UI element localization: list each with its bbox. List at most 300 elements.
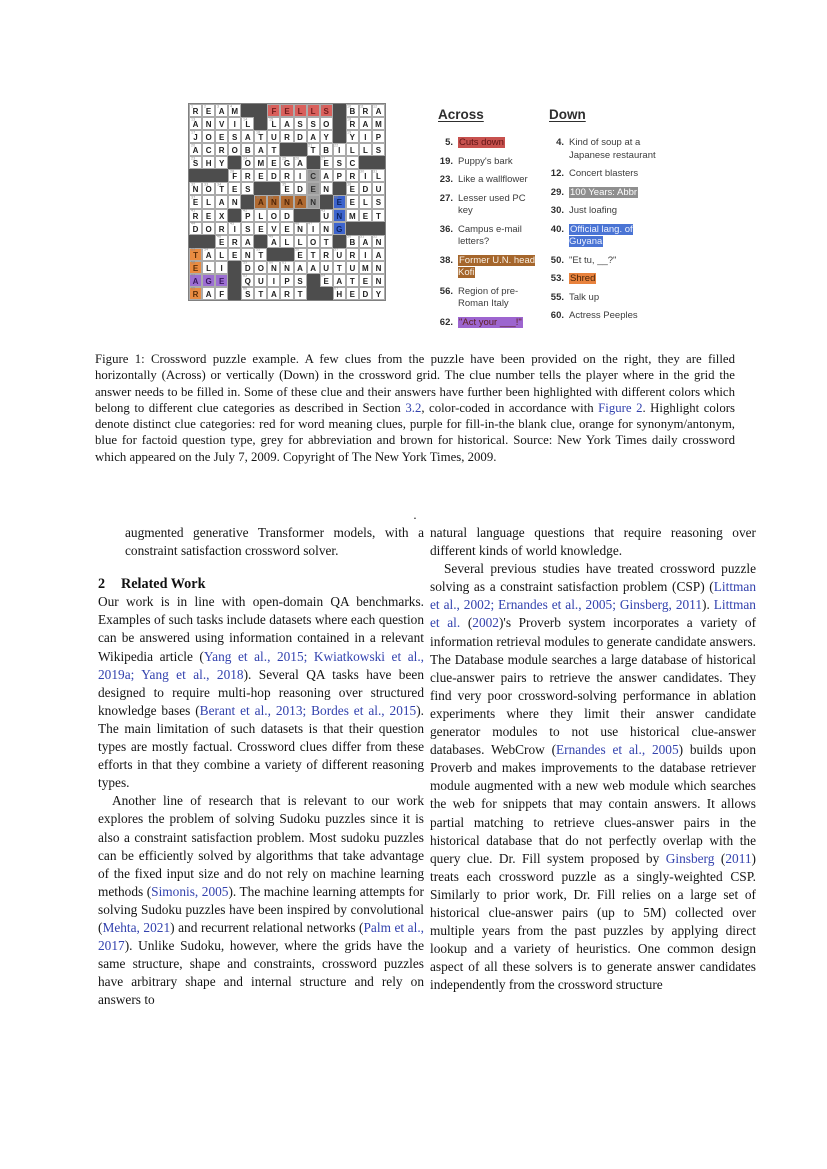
grid-cell-number: 56 [295,248,300,252]
grid-cell [202,248,215,261]
grid-letter: A [323,172,330,182]
grid-cell [346,248,359,261]
grid-letter: T [349,276,355,286]
grid-cell [372,209,385,222]
grid-black-cell [320,195,333,208]
grid-letter: O [270,211,278,221]
text-run: Another line of research that is relevant to our work explores the problem of solving Sudoku puzzles since it is also a constraint satisfaction problem. Most sudoku puzzles can be efficiently solved by algorithms that take advantage of the fixed input size and do not rely on machine learning methods ( [98,793,424,899]
clue-item [547,224,663,249]
grid-cell-number: 47 [308,222,313,226]
grid-cell [228,117,241,130]
grid-cell-number: 15 [268,117,274,122]
grid-cell [294,169,307,182]
grid-cell [333,156,346,169]
grid-letter: E [349,289,355,299]
grid-letter: A [205,289,212,299]
grid-cell-number: 2 [203,104,206,109]
grid-letter: I [233,224,236,234]
grid-cell-number: 32 [190,182,195,187]
grid-cell [215,261,228,274]
grid-cell [241,117,254,130]
grid-cell [359,195,372,208]
grid-black-cell [320,287,333,300]
clue-number: 38. [439,254,453,266]
grid-cell-number: 24 [242,156,247,161]
grid-cell-number: 61 [281,261,287,266]
grid-cell-number: 38 [255,195,260,200]
grid-cell [294,248,307,261]
text-run: ) treats each crossword puzzle as a singly-weighted CSP. Similarly to prior work, Dr. Fill relies on a large set of historical clue-answer pairs (up to 5M) collected over multiple years from the past puzzles by applying direct lookup and a variety of heuristics. One common design aspect of all these solvers is to generate answer candidates independently from the crossword structure [430,850,756,993]
grid-cell [280,235,293,248]
grid-cell [294,195,307,208]
citation-link[interactable]: Palm et al., 2017 [98,919,424,954]
grid-cell [189,209,202,222]
grid-cell [215,235,228,248]
grid-black-cell [254,117,267,130]
grid-cell [189,104,202,117]
grid-cell [267,130,280,143]
grid-cell [189,143,202,156]
grid-black-cell [241,104,254,117]
grid-cell [333,195,346,208]
grid-cell [228,248,241,261]
section-heading [98,575,424,593]
grid-letter: F [219,289,225,299]
grid-cell [333,248,346,261]
grid-letter: S [323,107,329,117]
clue-text: Just loafing [569,205,618,216]
grid-letter: A [336,276,343,286]
grid-letter: U [336,250,343,260]
grid-cell-number: 27 [321,156,326,161]
grid-letter: N [336,211,343,221]
grid-cell-number: 26 [295,156,300,161]
grid-cell [189,117,202,130]
text-run: ). The main limitation of such datasets is that their question types are mostly factual. Crossword clues differ from these efforts in that they combine a variety of different reasoning types. [98,702,424,791]
grid-letter: L [376,172,381,182]
grid-black-cell [294,143,307,156]
grid-letter: S [245,289,251,299]
grid-cell [320,248,333,261]
grid-cell-number: 46 [295,222,300,226]
grid-letter: T [271,146,277,156]
grid-letter: A [310,133,317,143]
grid-letter: L [362,198,368,208]
citation-link[interactable]: 2011 [725,850,752,866]
grid-cell [228,143,241,156]
grid-letter: B [323,146,330,156]
grid-letter: L [219,250,225,260]
grid-cell [359,287,372,300]
grid-cell [346,104,359,117]
grid-cell-number: 34 [216,182,221,187]
grid-cell [254,130,267,143]
text-run: ). [702,597,714,613]
clue-text: Kind of soup at a Japanese restaurant [569,137,656,161]
grid-cell-number: 1 [190,104,193,109]
grid-cell [215,209,228,222]
grid-cell-number: 57 [334,248,339,252]
grid-letter: N [323,224,330,234]
citation-link[interactable]: 2002 [472,615,499,631]
grid-letter: A [218,107,225,117]
grid-letter: P [336,172,342,182]
grid-cell [202,143,215,156]
grid-cell-number: 12 [373,104,378,109]
clue-number: 5. [445,137,453,148]
grid-letter: J [193,133,198,143]
grid-cell [189,222,202,235]
grid-cell [346,169,359,182]
grid-letter: D [362,185,369,195]
grid-cell [333,169,346,182]
grid-letter: A [375,107,382,117]
grid-letter: N [271,198,277,208]
grid-letter: L [271,120,277,130]
grid-cell [228,235,241,248]
grid-black-cell [267,182,280,195]
grid-cell [241,287,254,300]
clue-text [458,255,542,280]
grid-letter: R [244,172,251,182]
text-run: ) and recurrent relational networks ( [170,919,364,935]
grid-letter: S [245,224,251,234]
grid-cell [241,130,254,143]
grid-cell-number: 36 [347,182,352,187]
grid-letter: X [218,211,225,221]
grid-cell-number: 49 [268,235,274,239]
grid-letter: I [364,250,367,260]
grid-cell [228,182,241,195]
text-run: Figure 1: Crossword puzzle example. A few clues from the puzzle have been provided on the right, they are filled horizontally (Across) or vertically (Down) in the crossword grid. The clue number tells the player where in the grid the answer needs to be filled in. Some of these clue and their answers have further been highlighted with different colors which belong to different clue categories as described in Section [95,352,735,415]
grid-cell-number: 3 [216,104,219,109]
grid-cell-number: 29 [308,169,313,174]
clue-text: Campus e-mail letters? [458,223,522,247]
grid-cell [294,222,307,235]
grid-cell [267,235,280,248]
grid-letter: O [244,159,251,169]
grid-black-cell [346,222,359,235]
citation-link[interactable]: 3.2 [405,400,422,415]
clue-text [458,317,542,330]
down-header: Down [549,107,586,122]
grid-cell [320,143,333,156]
grid-letter: P [245,211,251,221]
clue-number: 29. [550,186,564,198]
grid-letter: A [284,120,290,130]
clue-text: "Et tu, __?" [569,254,617,266]
clue-number: 12. [550,168,564,179]
grid-cell [359,130,372,143]
grid-letter: N [244,250,251,260]
grid-cell [189,130,202,143]
grid-cell-number: 5 [268,104,271,109]
grid-cell [320,104,333,117]
grid-letter: N [297,224,303,234]
clue-number: 53. [550,273,564,284]
grid-letter: A [297,263,303,273]
grid-cell [294,156,307,169]
grid-letter: E [323,276,329,286]
grid-cell-number: 58 [190,261,195,266]
grid-cell [189,195,202,208]
citation-link[interactable]: Ernandes et al., 2005 [556,742,679,758]
grid-letter: R [284,289,290,299]
grid-letter: C [205,146,212,156]
grid-black-cell [280,143,293,156]
grid-cell [359,143,372,156]
grid-cell-number: 60 [268,261,274,266]
clue-item [436,193,544,218]
grid-black-cell [359,222,372,235]
grid-cell [228,169,241,182]
grid-black-cell [307,156,320,169]
grid-cell [372,235,385,248]
grid-letter: D [271,172,277,182]
grid-cell-number: 14 [242,117,247,122]
citation-link[interactable]: Mehta, 2021 [102,919,171,935]
grid-letter: E [323,159,329,169]
grid-cell [215,287,228,300]
grid-letter: B [349,107,356,117]
paragraph-fragment: natural language questions that require reasoning over different kinds of world knowledge. [430,525,756,559]
grid-letter: L [297,237,303,247]
grid-cell [267,104,280,117]
grid-cell [307,104,320,117]
grid-cell [241,261,254,274]
across-clues [436,107,544,335]
grid-cell-number: 64 [321,274,326,279]
highlighted-clue-text: Shred [570,273,596,284]
body-left-column [98,524,424,1009]
grid-cell [320,209,333,222]
grid-letter: R [349,250,356,260]
grid-cell [254,169,267,182]
grid-black-cell [254,104,267,117]
grid-cell [372,261,385,274]
grid-cell-number: 20 [190,143,195,148]
grid-cell [228,130,241,143]
grid-cell [215,143,228,156]
grid-cell [228,195,241,208]
clue-item [547,273,663,286]
grid-letter: I [364,172,367,182]
grid-cell [215,117,228,130]
grid-cell-number: 19 [347,130,352,135]
grid-cell [254,156,267,169]
grid-cell [320,156,333,169]
citation-link[interactable]: Berant et al., 2013; Bordes et al., 2015 [199,702,417,718]
grid-black-cell [359,156,372,169]
grid-letter: N [231,198,238,208]
grid-cell [359,182,372,195]
grid-cell [280,195,293,208]
text-run: ). Unlike Sudoku, however, where the grids have the same structure, shape and constraints, crossword puzzles have arbitrary shape and internal structure and rely on answers to [98,938,424,1008]
grid-cell-number: 40 [334,195,339,200]
grid-cell-number: 33 [203,182,208,187]
paragraph [98,593,424,792]
grid-cell-number: 67 [334,287,339,292]
clue-text: Concert blasters [569,168,639,179]
grid-cell [307,261,320,274]
grid-cell [359,117,372,130]
citation-link[interactable]: Yang et al., 2015; Kwiatkowski et al., 2019a; Yang et al., 2018 [98,648,424,682]
citation-link[interactable]: Ginsberg [665,850,715,866]
down-clue-list [547,137,663,323]
grid-cell [267,209,280,222]
grid-cell [320,182,333,195]
grid-letter: M [375,120,382,130]
text-run: ). Several QA tasks have been designed to require multi-hop reasoning over structured knowledge bases ( [98,666,424,718]
grid-cell-number: 43 [321,209,326,213]
section-number: 2 [98,576,106,593]
grid-cell [215,274,228,287]
grid-cell-number: 22 [334,143,339,148]
grid-cell [241,156,254,169]
grid-letter: O [205,133,212,143]
grid-letter: Y [375,289,382,299]
grid-letter: O [231,146,238,156]
grid-letter: O [323,120,330,130]
grid-letter: Y [349,133,355,143]
grid-letter: S [192,159,199,169]
grid-cell [294,182,307,195]
grid-cell [280,209,293,222]
grid-cell [254,222,267,235]
grid-letter: D [297,185,303,195]
grid-black-cell [228,274,241,287]
grid-letter: U [257,276,264,286]
grid-cell [280,130,293,143]
clue-number: 62. [439,316,453,328]
grid-letter: E [232,250,238,260]
grid-letter: R [349,120,356,130]
clue-item [436,174,544,187]
grid-letter: A [257,146,264,156]
grid-letter: L [258,211,264,221]
grid-letter: P [375,133,382,143]
grid-letter: H [336,289,343,299]
grid-letter: R [231,237,238,247]
grid-cell [346,143,359,156]
grid-cell [333,209,346,222]
grid-letter: M [362,263,369,273]
grid-letter: R [218,146,225,156]
grid-letter: S [297,276,303,286]
grid-cell [346,209,359,222]
clue-text: Puppy's bark [458,155,513,167]
grid-cell [241,209,254,222]
grid-black-cell [189,169,202,182]
grid-cell [294,287,307,300]
grid-letter: Q [244,276,251,286]
grid-cell [294,104,307,117]
grid-cell-number: 4 [229,104,232,109]
grid-letter: N [284,198,290,208]
grid-letter: R [362,107,369,117]
grid-letter: S [336,159,342,169]
grid-letter: I [233,120,236,130]
grid-cell [215,156,228,169]
grid-cell-number: 28 [229,169,234,174]
clue-text: Like a wallflower [458,174,528,185]
clue-item [436,286,544,311]
grid-letter: A [297,198,303,208]
grid-cell-number: 9 [321,104,324,109]
grid-letter: N [271,263,277,273]
grid-letter: S [232,133,238,143]
grid-cell [241,274,254,287]
clue-text [569,187,657,200]
grid-cell [202,209,215,222]
grid-black-cell [254,182,267,195]
grid-cell-number: 41 [190,209,195,213]
grid-letter: S [297,120,303,130]
grid-cell-number: 13 [190,117,195,122]
grid-letter: A [244,237,251,247]
citation-link[interactable]: Simonis, 2005 [151,883,229,899]
grid-cell [254,195,267,208]
grid-letter: T [258,133,264,143]
clue-item [436,255,544,280]
stray-dot: . [413,508,417,522]
grid-letter: A [192,120,199,130]
grid-letter: E [284,224,290,234]
grid-black-cell [294,209,307,222]
grid-black-cell [280,248,293,261]
grid-cell-number: 8 [308,104,311,109]
grid-cell [254,274,267,287]
grid-letter: A [218,198,225,208]
grid-cell-number: 39 [268,195,274,200]
grid-cell [372,169,385,182]
clue-text: Lesser used PC key [458,192,526,216]
grid-cell [267,261,280,274]
grid-letter: U [323,211,330,221]
grid-cell [267,222,280,235]
grid-letter: M [348,211,356,221]
citation-link[interactable]: Figure 2 [598,400,643,415]
grid-letter: U [271,133,277,143]
grid-cell [359,209,372,222]
grid-letter: T [323,237,329,247]
grid-letter: V [271,224,277,234]
grid-cell [215,195,228,208]
grid-letter: B [349,237,356,247]
clue-item [436,317,544,330]
grid-cell-number: 50 [347,235,352,239]
grid-cell [202,222,215,235]
grid-cell [267,156,280,169]
grid-cell [359,248,372,261]
grid-cell [189,248,202,261]
highlighted-clue-text: Former U.N. head Kofi [458,254,536,278]
clue-number: 50. [550,254,564,266]
grid-letter: I [312,224,315,234]
grid-cell [333,143,346,156]
clue-number: 19. [439,155,453,167]
grid-letter: Y [323,133,329,143]
grid-letter: E [271,159,277,169]
grid-letter: E [232,185,238,195]
grid-letter: D [244,263,251,273]
citation-link[interactable]: Littman et al. [430,597,756,631]
citation-link[interactable]: Littman et al., 2002; Ernandes et al., 2005; Ginsberg, 2011 [430,579,756,613]
grid-cell [280,182,293,195]
grid-letter: D [297,133,303,143]
grid-letter: E [336,198,342,208]
grid-cell [202,182,215,195]
